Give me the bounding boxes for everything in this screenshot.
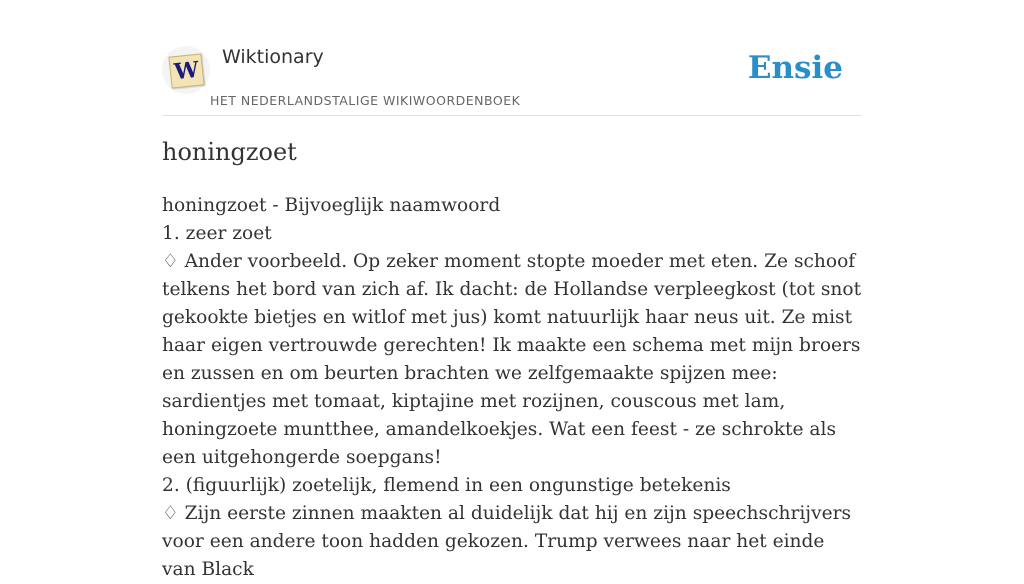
site-name[interactable]: Wiktionary <box>222 46 324 68</box>
ensie-brand-link[interactable]: Ensie <box>747 50 843 86</box>
example-2: ♢ Zijn eerste zinnen maakten al duidelijk dat hij en zijn speechschrijvers voor een andere toon hadden gekozen. Trump verwees naar het einde van Black <box>162 503 852 580</box>
definition-1: 1. zeer zoet <box>162 223 272 244</box>
logo-tile-icon <box>168 53 204 88</box>
entry-heading: honingzoet - Bijvoeglijk naamwoord <box>162 195 501 216</box>
definition-2: 2. (figuurlijk) zoetelijk, flemend in een ongunstige betekenis <box>162 475 731 496</box>
site-subtitle: HET NEDERLANDSTALIGE WIKIWOORDENBOEK <box>210 93 521 108</box>
entry-content <box>162 192 862 584</box>
wiktionary-logo[interactable] <box>162 46 210 94</box>
page-title: honingzoet <box>162 138 297 166</box>
header-divider <box>162 115 862 116</box>
example-1: ♢ Ander voorbeeld. Op zeker moment stopte moeder met eten. Ze schoof telkens het bord van zich af. Ik dacht: de Hollandse verpleegkost (tot snot gekookte bietjes en witlof met jus) komt natuurlijk haar neus uit. Ze mist haar eigen vertrouwde gerechten! Ik maakte een schema met mijn broers en zussen en om beurten brachten we zelfgemaakte spijzen mee: sardientjes met tomaat, kiptajine met rozijnen, couscous met lam, honingzoete muntthee, amandelkoekjes. Wat een feest - ze schrokte als een uitgehongerde soepgans! <box>162 251 862 468</box>
logo-letter: W <box>172 56 201 86</box>
